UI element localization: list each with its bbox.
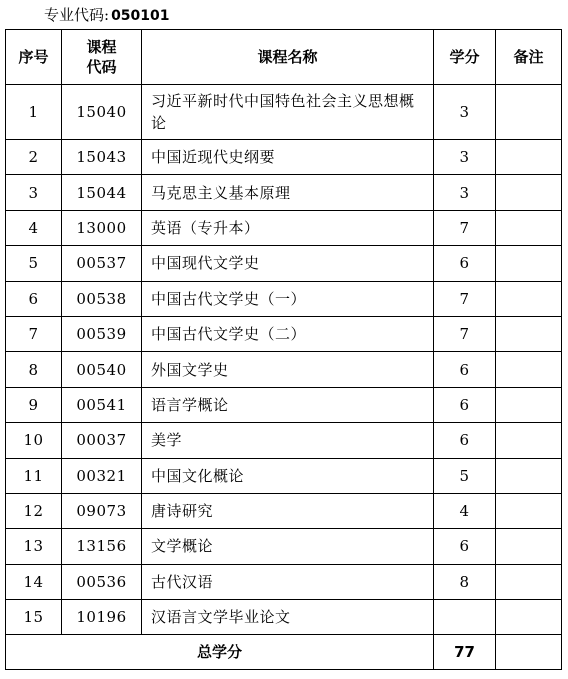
cell-credit: 3	[434, 85, 496, 140]
cell-course-name: 中国文化概论	[142, 458, 434, 493]
cell-credit: 7	[434, 210, 496, 245]
table-row	[6, 600, 562, 635]
table-row	[6, 175, 562, 210]
course-table	[5, 29, 562, 670]
table-row	[6, 423, 562, 458]
cell-credit: 7	[434, 281, 496, 316]
cell-course-code: 00541	[62, 387, 142, 422]
cell-note	[496, 246, 562, 281]
table-body	[6, 85, 562, 635]
cell-course-code: 09073	[62, 493, 142, 528]
cell-index: 10	[6, 423, 62, 458]
cell-course-code: 00037	[62, 423, 142, 458]
header-name: 课程名称	[142, 30, 434, 85]
table-row	[6, 210, 562, 245]
cell-index: 6	[6, 281, 62, 316]
cell-credit: 3	[434, 140, 496, 175]
table-row	[6, 564, 562, 599]
table-row	[6, 387, 562, 422]
cell-index: 3	[6, 175, 62, 210]
total-credit: 77	[434, 635, 496, 670]
cell-index: 11	[6, 458, 62, 493]
cell-credit: 8	[434, 564, 496, 599]
cell-course-name: 马克思主义基本原理	[142, 175, 434, 210]
cell-credit: 4	[434, 493, 496, 528]
cell-note	[496, 281, 562, 316]
cell-course-code: 15044	[62, 175, 142, 210]
header-credit: 学分	[434, 30, 496, 85]
cell-credit: 3	[434, 175, 496, 210]
total-row	[6, 635, 562, 670]
cell-course-code: 15040	[62, 85, 142, 140]
cell-credit: 6	[434, 423, 496, 458]
table-row	[6, 246, 562, 281]
cell-note	[496, 140, 562, 175]
cell-course-code: 00321	[62, 458, 142, 493]
cell-course-name: 中国现代文学史	[142, 246, 434, 281]
cell-note	[496, 423, 562, 458]
cell-index: 4	[6, 210, 62, 245]
table-row	[6, 85, 562, 140]
cell-course-code: 13000	[62, 210, 142, 245]
cell-course-name: 文学概论	[142, 529, 434, 564]
cell-index: 9	[6, 387, 62, 422]
cell-index: 15	[6, 600, 62, 635]
table-row	[6, 352, 562, 387]
cell-note	[496, 210, 562, 245]
cell-course-name: 汉语言文学毕业论文	[142, 600, 434, 635]
cell-course-name: 古代汉语	[142, 564, 434, 599]
cell-note	[496, 600, 562, 635]
total-label: 总学分	[6, 635, 434, 670]
cell-index: 1	[6, 85, 62, 140]
header-code	[62, 30, 142, 85]
cell-note	[496, 458, 562, 493]
cell-course-name: 外国文学史	[142, 352, 434, 387]
cell-course-code: 00536	[62, 564, 142, 599]
cell-note	[496, 85, 562, 140]
cell-note	[496, 352, 562, 387]
cell-course-code: 15043	[62, 140, 142, 175]
table-row	[6, 529, 562, 564]
cell-credit: 6	[434, 352, 496, 387]
cell-course-code: 00538	[62, 281, 142, 316]
cell-course-name: 语言学概论	[142, 387, 434, 422]
major-code-label: 专业代码:	[44, 6, 110, 24]
cell-course-code: 10196	[62, 600, 142, 635]
cell-index: 14	[6, 564, 62, 599]
cell-note	[496, 564, 562, 599]
cell-credit: 6	[434, 387, 496, 422]
cell-course-name: 英语（专升本）	[142, 210, 434, 245]
cell-course-name: 中国古代文学史（一）	[142, 281, 434, 316]
cell-index: 13	[6, 529, 62, 564]
cell-credit: 7	[434, 316, 496, 351]
cell-note	[496, 316, 562, 351]
cell-course-name: 唐诗研究	[142, 493, 434, 528]
cell-course-name: 中国近现代史纲要	[142, 140, 434, 175]
cell-credit: 6	[434, 246, 496, 281]
cell-course-code: 00537	[62, 246, 142, 281]
major-code-value: 050101	[111, 8, 170, 24]
cell-index: 8	[6, 352, 62, 387]
cell-note	[496, 387, 562, 422]
table-row	[6, 316, 562, 351]
cell-note	[496, 529, 562, 564]
cell-credit: 5	[434, 458, 496, 493]
cell-index: 5	[6, 246, 62, 281]
total-note	[496, 635, 562, 670]
table-header-row	[6, 30, 562, 85]
cell-credit	[434, 600, 496, 635]
major-code-line	[44, 4, 170, 26]
table-row	[6, 458, 562, 493]
cell-course-name: 中国古代文学史（二）	[142, 316, 434, 351]
cell-course-code: 00539	[62, 316, 142, 351]
cell-course-name: 习近平新时代中国特色社会主义思想概论	[142, 85, 434, 140]
header-note: 备注	[496, 30, 562, 85]
cell-index: 7	[6, 316, 62, 351]
table-row	[6, 493, 562, 528]
header-index: 序号	[6, 30, 62, 85]
cell-course-code: 13156	[62, 529, 142, 564]
table-row	[6, 281, 562, 316]
header-code-text: 课程代码	[86, 38, 117, 76]
table-row	[6, 140, 562, 175]
cell-note	[496, 493, 562, 528]
cell-credit: 6	[434, 529, 496, 564]
cell-index: 12	[6, 493, 62, 528]
cell-index: 2	[6, 140, 62, 175]
cell-course-name: 美学	[142, 423, 434, 458]
cell-course-code: 00540	[62, 352, 142, 387]
cell-note	[496, 175, 562, 210]
